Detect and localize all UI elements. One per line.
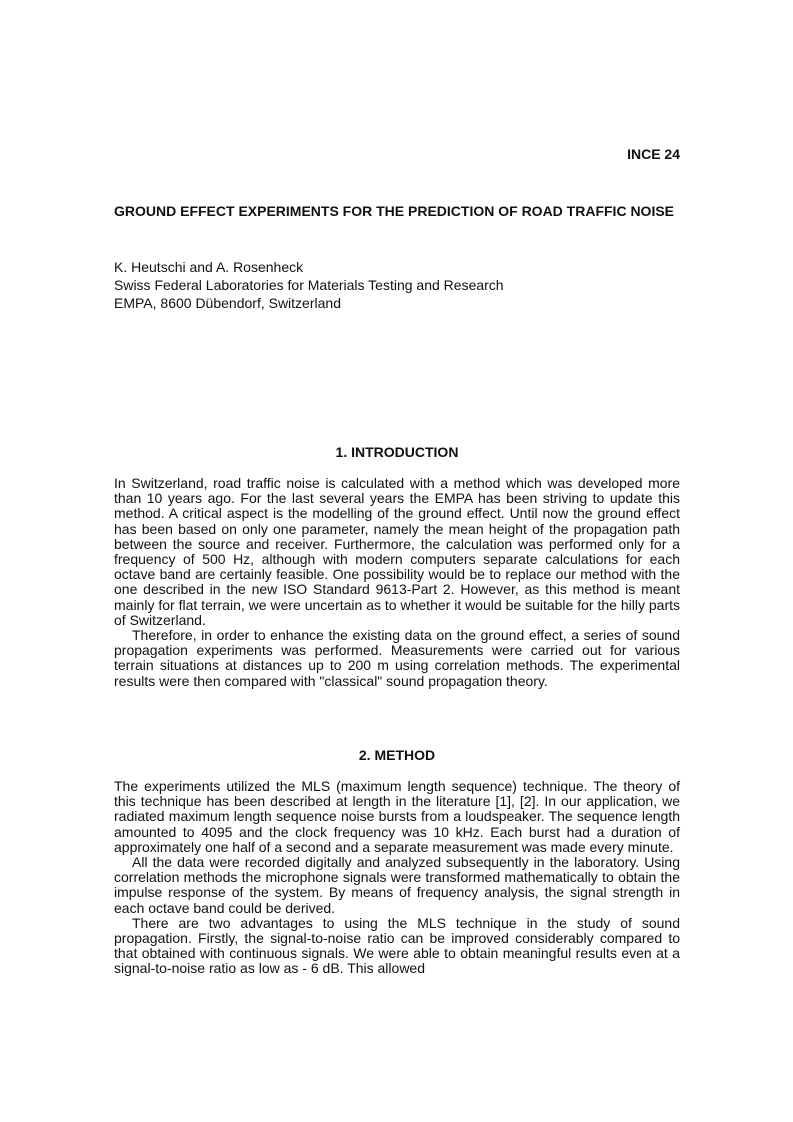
section-body-method [114,779,680,977]
paragraph: In Switzerland, road traffic noise is calculated with a method which was developed more than 10 years ago. For the last several years the EMPA has been striving to update this method. A critical aspect is the modelling of the ground effect. Until now the ground effect has been based on only one parameter, namely the mean height of the propagation path between the source and receiver. Furthermore, the calculation was performed only for a frequency of 500 Hz, although with modern computers separate calculations for each octave band are certainly feasible. One possibility would be to replace our method with the one described in the new ISO Standard 9613-Part 2. However, as this method is meant mainly for flat terrain, we were uncertain as to whether it would be suitable for the hilly parts of Switzerland. [114,475,680,628]
paper-page [114,0,680,1122]
author-names: K. Heutschi and A. Rosenheck [114,259,304,275]
paragraph: The experiments utilized the MLS (maximum length sequence) technique. The theory of this technique has been described at length in the literature [1], [2]. In our application, we radiated maximum length sequence noise bursts from a loudspeaker. The sequence length amounted to 4095 and the clock frequency was 10 kHz. Each burst had a duration of approximately one half of a second and a separate measurement was made every minute. [114,778,680,855]
authors-block [114,258,680,312]
section-heading-introduction: 1. INTRODUCTION [335,444,459,460]
section-heading-method: 2. METHOD [358,747,436,763]
author-address: EMPA, 8600 Dübendorf, Switzerland [114,295,341,311]
paragraph: All the data were recorded digitally and analyzed subsequently in the laboratory. Using correlation methods the microphone signals were transformed mathematically to obtain the impulse response of the system. By means of frequency analysis, the signal strength in each octave band could be derived. [114,854,680,916]
paragraph: Therefore, in order to enhance the existing data on the ground effect, a series of sound propagation experiments was performed. Measurements were carried out for various terrain situations at distances up to 200 m using correlation methods. The experimental results were then compared with "classical" sound propagation theory. [114,627,680,689]
paper-title: GROUND EFFECT EXPERIMENTS FOR THE PREDICTION OF ROAD TRAFFIC NOISE [114,203,675,219]
paragraph: There are two advantages to using the MLS technique in the study of sound propagation. Firstly, the signal-to-noise ratio can be improved considerably compared to that obtained with continuous signals. We were able to obtain meaningful results even at a signal-to-noise ratio as low as - 6 dB. This allowed [114,914,680,977]
header-code: INCE 24 [627,146,680,162]
section-body-introduction [114,476,680,689]
author-affiliation: Swiss Federal Laboratories for Materials Testing and Research [114,277,504,293]
